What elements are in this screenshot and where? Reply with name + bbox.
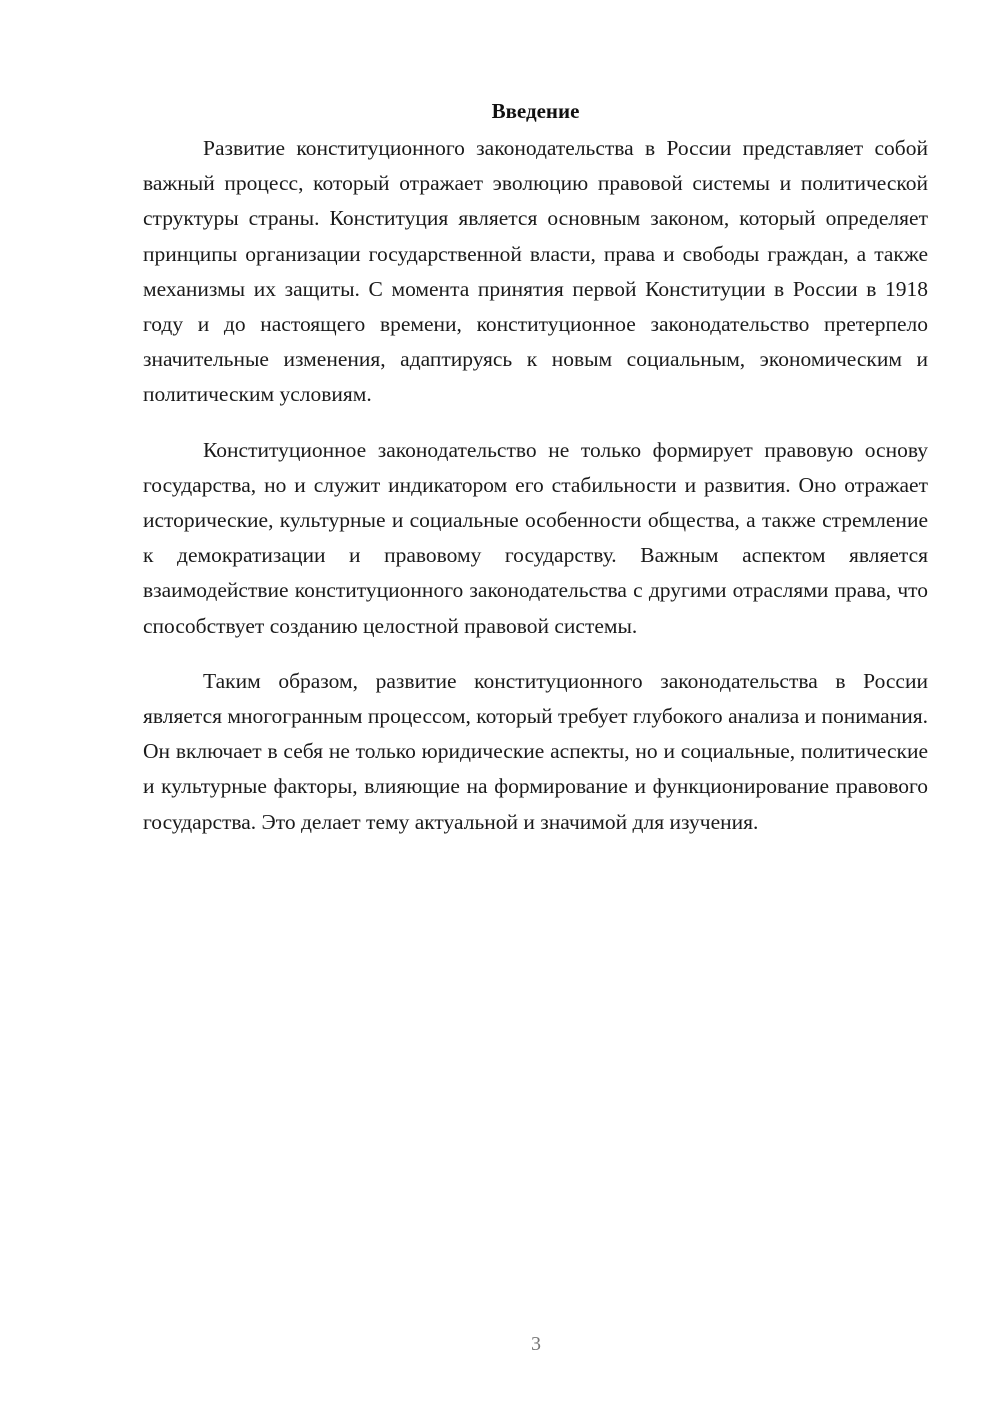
paragraph-2: Конституционное законодательство не только формирует правовую основу государства, но и служит индикатором его стабильности и развития. Оно отражает исторические, культурные и социальные особенности общества, а также стремление к демократизации и правовому государству. Важным аспектом является взаимодействие конституционного законодательства с другими отраслями права, что способствует созданию целостной правовой системы. xyxy=(143,437,928,638)
page-title: Введение xyxy=(491,99,580,123)
page-content xyxy=(143,96,928,840)
page-number: 3 xyxy=(531,1333,541,1355)
paragraph-1: Развитие конституционного законодательства в России представляет собой важный процесс, который отражает эволюцию правовой системы и политической структуры страны. Конституция является основным законом, который определяет принципы организации государственной власти, права и свободы граждан, а также механизмы их защиты. С момента принятия первой Конституции в России в 1918 году и до настоящего времени, конституционное законодательство претерпело значительные изменения, адаптируясь к новым социальным, экономическим и политическим условиям. xyxy=(143,136,928,407)
paragraph-3: Таким образом, развитие конституционного законодательства в России является многогранным процессом, который требует глубокого анализа и понимания. Он включает в себя не только юридические аспекты, но и социальные, политические и культурные факторы, влияющие на формирование и функционирование правового государства. Это делает тему актуальной и значимой для изучения. xyxy=(143,668,928,834)
